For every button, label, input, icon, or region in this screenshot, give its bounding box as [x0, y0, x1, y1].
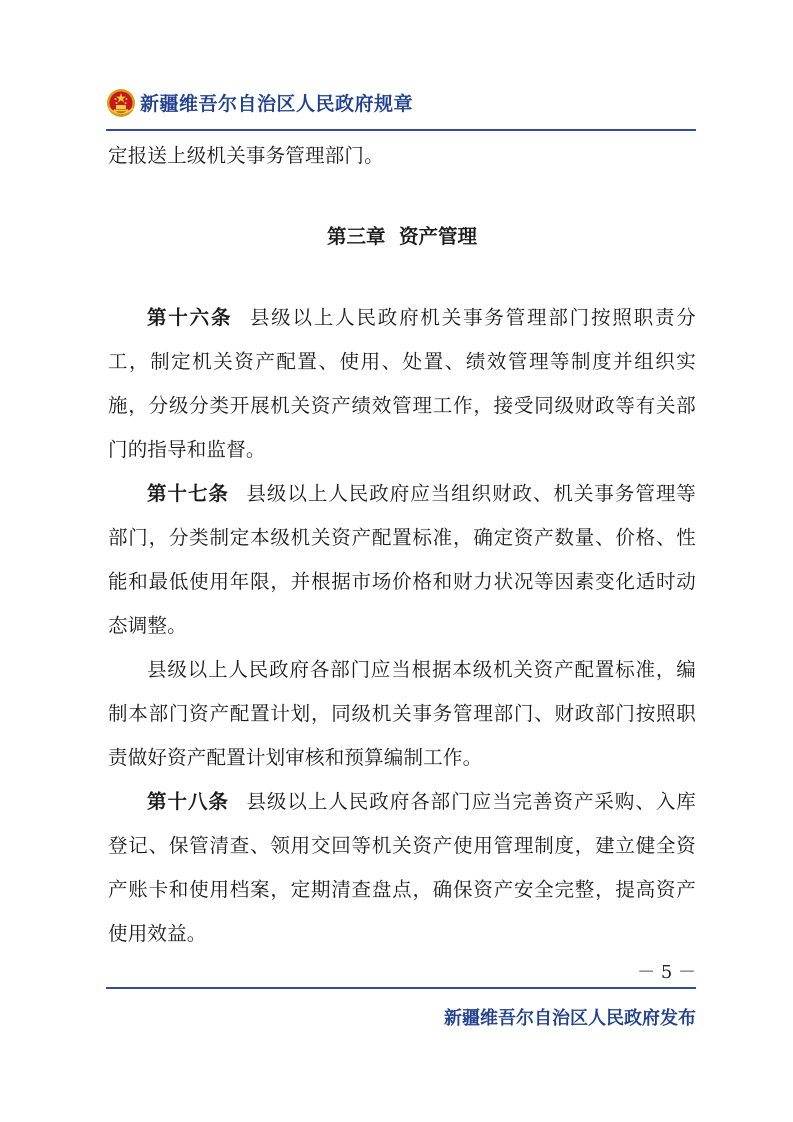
article-list [108, 296, 696, 956]
continuation-text [108, 134, 696, 178]
article-paragraph [108, 296, 696, 472]
page-number: － 5 － [637, 962, 696, 983]
article-text: 县级以上人民政府应当组织财政、机关事务管理等部门，分类制定本级机关资产配置标准，确定资产数量、价格、性能和最低使用年限，并根据市场价格和财力状况等因素变化适时动态调整。 [108, 482, 696, 637]
article-text: 县级以上人民政府机关事务管理部门按照职责分工，制定机关资产配置、使用、处置、绩效管理等制度并组织实施，分级分类开展机关资产绩效管理工作，接受同级财政等有关部门的指导和监督。 [108, 306, 696, 461]
chapter-title: 第三章 资产管理 [326, 225, 478, 248]
national-emblem-icon [106, 88, 136, 118]
article-label: 第十八条 [147, 790, 229, 813]
article-paragraph [108, 780, 696, 956]
article-paragraph [108, 648, 696, 780]
continuation-paragraph: 定报送上级机关事务管理部门。 [108, 144, 384, 167]
header-divider [106, 129, 696, 131]
article-text: 县级以上人民政府各部门应当根据本级机关资产配置标准，编制本部门资产配置计划，同级机关事务管理部门、财政部门按照职责做好资产配置计划审核和预算编制工作。 [108, 658, 696, 769]
article-paragraph [108, 472, 696, 648]
article-label: 第十七条 [147, 482, 229, 505]
footer-publisher: 新疆维吾尔自治区人民政府发布 [444, 1008, 696, 1029]
footer-divider [106, 987, 696, 989]
article-label: 第十六条 [147, 306, 233, 329]
page-header [106, 84, 696, 124]
article-text: 县级以上人民政府各部门应当完善资产采购、入库登记、保管清查、领用交回等机关资产使用管理制度，建立健全资产账卡和使用档案，定期清查盘点，确保资产安全完整，提高资产使用效益。 [108, 790, 696, 945]
header-title: 新疆维吾尔自治区人民政府规章 [140, 93, 414, 115]
